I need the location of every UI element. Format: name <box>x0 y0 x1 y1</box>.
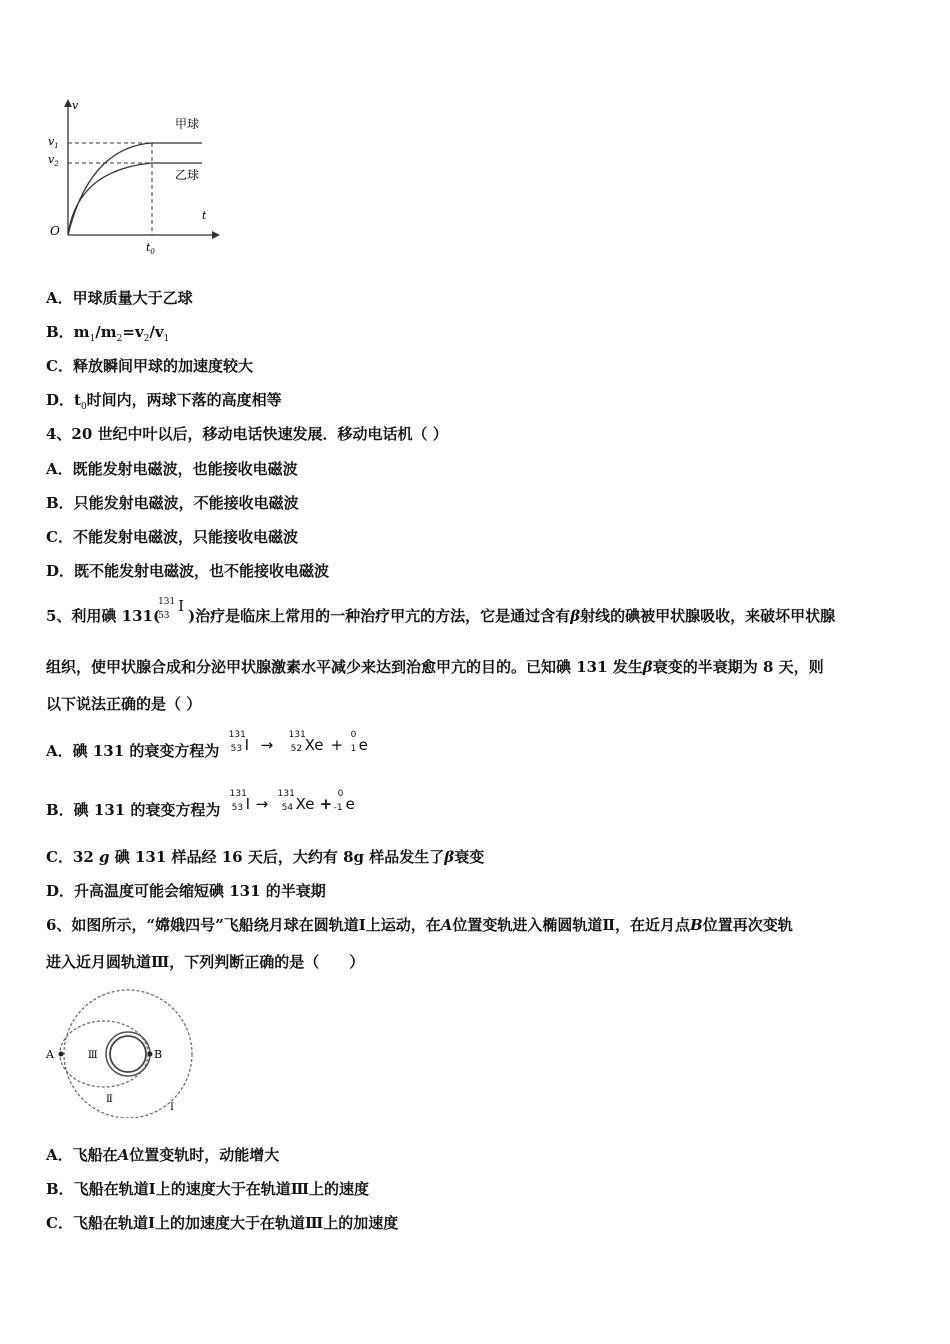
orbit-1 <box>64 990 192 1118</box>
q4-stem: 4、20 世纪中叶以后，移动电话快速发展．移动电话机（ ） <box>46 425 448 443</box>
x-axis-label: t <box>202 209 207 222</box>
q3-option-b: B．$m_1/m_2=v_2/v_1$ <box>46 323 170 344</box>
orbit-3 <box>106 1032 150 1076</box>
orbit-2 <box>60 1021 148 1087</box>
q3-option-c: C．释放瞬间甲球的加速度较大 <box>46 357 253 375</box>
q5-b-equation: 131 53 I → 131 54 Xe + 0 -1 e <box>229 789 355 813</box>
q3-option-a: A．甲球质量大于乙球 <box>46 289 193 307</box>
y-axis-label: v <box>72 99 79 112</box>
curve-jia-label: 甲球 <box>175 117 200 131</box>
q5-option-b: B．碘 131 的衰变方程为 131 53 I → 131 54 Xe + 0 -1 e <box>46 799 386 821</box>
q6-stem-line2: 进入近月圆轨道Ⅲ，下列判断正确的是（ ） <box>46 953 365 971</box>
moon <box>110 1036 146 1072</box>
point-a-label: A <box>46 1048 54 1061</box>
q4-option-d: D．既不能发射电磁波，也不能接收电磁波 <box>46 562 330 580</box>
point-a-dot <box>59 1052 64 1057</box>
q6-option-c: C．飞船在轨道Ⅰ上的加速度大于在轨道Ⅲ上的加速度 <box>46 1214 399 1232</box>
velocity-time-graph <box>40 95 230 260</box>
t0-label: $t_0$ <box>146 241 155 256</box>
v1-label: $v_1$ <box>48 135 59 150</box>
orbit-diagram <box>42 988 202 1118</box>
q5-stem-line2: 组织，使甲状腺合成和分泌甲状腺激素水平减少来达到治愈甲亢的目的。已知碘 131 发生β衰变的半衰期为 8 天，则 <box>46 658 824 676</box>
q3-option-d: D．$t_0$时间内，两球下落的高度相等 <box>46 391 282 412</box>
origin-label: O <box>50 224 60 238</box>
q4-option-c: C．不能发射电磁波，只能接收电磁波 <box>46 528 298 546</box>
q5-option-c: C．32 g 碘 131 样品经 16 天后，大约有 8g 样品发生了β衰变 <box>46 848 485 866</box>
curve-yi-label: 乙球 <box>175 168 200 182</box>
q5-stem-line3: 以下说法正确的是（ ） <box>46 695 202 713</box>
q5-stem-line1: 5、利用碘 131( 131 53 I )治疗是临床上常用的一种治疗甲亢的方法，它是通过含有β射线的碘被甲状腺吸收，来破坏甲状腺 <box>46 597 836 625</box>
q6-stem-line1: 6、如图所示，“嫦娥四号”飞船绕月球在圆轨道Ⅰ上运动，在A位置变轨进入椭圆轨道Ⅱ，在近月点B位置再次变轨 <box>46 916 793 934</box>
q6-option-a: A．飞船在A位置变轨时，动能增大 <box>46 1146 280 1164</box>
orbit-2-label: Ⅱ <box>106 1094 113 1105</box>
q5-option-d: D．升高温度可能会缩短碘 131 的半衰期 <box>46 882 326 900</box>
v2-label: $v_2$ <box>48 153 59 168</box>
q4-option-b: B．只能发射电磁波，不能接收电磁波 <box>46 494 299 512</box>
orbit-3-label: Ⅲ <box>88 1050 98 1061</box>
orbit-1-label: Ⅰ <box>170 1102 174 1113</box>
q4-option-a: A．既能发射电磁波，也能接收电磁波 <box>46 460 298 478</box>
q6-option-b: B．飞船在轨道Ⅰ上的速度大于在轨道Ⅲ上的速度 <box>46 1180 369 1198</box>
q5-option-a: A．碘 131 的衰变方程为 131 53 I → 131 52 Xe + 0 1 e <box>46 740 385 762</box>
point-b-label: B <box>154 1048 163 1061</box>
point-b-dot <box>148 1052 153 1057</box>
q5-a-equation: 131 53 I → 131 52 Xe + 0 1 e <box>228 730 368 754</box>
